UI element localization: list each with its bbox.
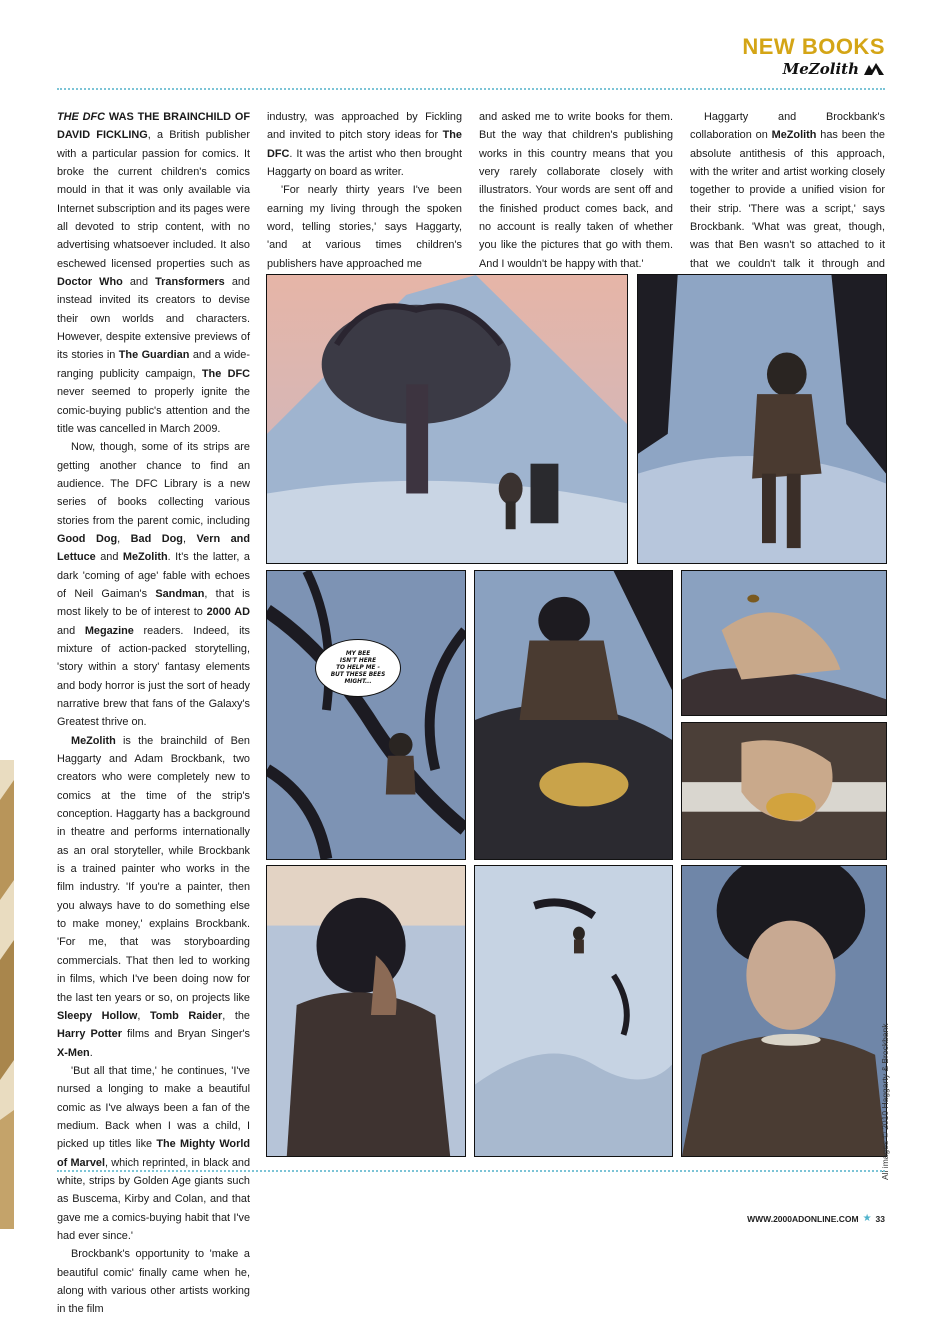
comic-panel-boy-face	[681, 865, 887, 1157]
tree-branches-illustration	[267, 571, 465, 859]
speech-line: ISN'T HERE	[339, 657, 377, 664]
bottom-dotted-rule	[57, 1170, 885, 1172]
forest-walk-illustration	[638, 275, 886, 563]
boy-profile-illustration	[267, 866, 465, 1156]
top-dotted-rule	[57, 88, 885, 90]
speech-line: BUT THESE BEES	[330, 671, 386, 678]
article-column-1	[57, 108, 250, 1319]
snow-tree-illustration	[267, 275, 627, 563]
paragraph: MeZolith is the brainchild of Ben Haggarty and Adam Brockbank, two creators who were completely new to comics at the time of the strip's conception. Haggarty has a background in theatre and performs internationally as an oral storyteller, while Brockbank is a trained painter who works in the film industry. 'If you're a painter, then you always have to do something else to make money,' explains Brockbank. 'For me, that was storyboarding commercials. That then led to working in films, which I've been doing now for the last ten years or so, on projects like Sleepy Hollow, Tomb Raider, the Harry Potter films and Bryan Singer's X-Men.	[57, 734, 250, 1059]
mezolith-logo	[783, 60, 885, 78]
comic-panel-honey-hands	[681, 722, 887, 860]
aerial-snow-illustration	[475, 866, 672, 1156]
paragraph: Brockbank's opportunity to 'make a beautiful comic' finally came when he, along with various other artists working in the film	[57, 1248, 250, 1316]
mountain-logo-icon	[863, 62, 885, 76]
honeycomb-illustration	[475, 571, 672, 859]
hand-bee-illustration	[682, 571, 886, 715]
paragraph: 'For nearly thirty years I've been earning my living through the spoken word, telling stories,' says Haggarty, 'and at various times children's publishers have approached me	[267, 184, 462, 270]
speech-line: TO HELP ME -	[336, 664, 380, 671]
comic-panel-snow-tree	[266, 274, 628, 564]
section-title: NEW BOOKS	[742, 34, 885, 59]
comic-panel-aerial-snow	[474, 865, 673, 1157]
page-bleed-decoration	[0, 760, 14, 1229]
comic-panel-honeycomb	[474, 570, 673, 860]
logo-text: MeZolith	[782, 60, 859, 78]
comic-panel-hand-bee	[681, 570, 887, 716]
speech-bubble	[315, 639, 401, 697]
speech-line: MIGHT...	[344, 678, 372, 685]
star-icon: ★	[862, 1213, 872, 1224]
paragraph: Haggarty and Brockbank's collaboration on MeZolith has been the absolute antithesis of this approach, with the writer and artist working closely together to provide a unified vision for their strip. 'There was a script,' says Brockbank. 'What was great, though, was that Ben wasn't so attached to it that we couldn't talk it through and	[690, 111, 885, 270]
speech-line: MY BEE	[345, 650, 371, 657]
article-column-4	[690, 108, 885, 291]
comic-panel-boy-profile	[266, 865, 466, 1157]
paragraph: and asked me to write books for them. But the way that children's publishing works in this country means that you very rarely collaborate closely with illustrators. Your words are sent off and the finished product comes back, and no account is really taken of whether you like the pictures that go with them. And I wouldn't be happy with that.'	[479, 111, 673, 270]
paragraph: Now, though, some of its strips are getting another chance to find an audience. The DFC Library is a new series of books collecting various stories from the parent comic, including Good Dog, Bad Dog, Vern and Lettuce and MeZolith. It's the latter, a dark 'coming of age' fable with echoes of Neil Gaiman's Sandman, that is most likely to be of interest to 2000 AD and Megazine readers. Indeed, its mixture of action-packed storytelling, 'story within a story' fantasy elements and body horror is just the sort of heady narrative brew that fans of the Galaxy's Greatest thrive on.	[57, 441, 250, 729]
article-column-2	[267, 108, 462, 273]
honey-hands-illustration	[682, 723, 886, 859]
boy-face-illustration	[682, 866, 886, 1156]
paragraph: THE DFC WAS THE BRAINCHILD OF DAVID FICKLING, a British publisher with a particular passion for comics. It broke the current children's comics mould in that it was only available via Internet subscription and its pages were all devoted to strip content, with no advertising whatsoever included. It also eschewed licensed properties such as Doctor Who and Transformers and instead invited its creators to devise their own worlds and characters. However, despite extensive previews of its stories in The Guardian and a wide-ranging publicity campaign, The DFC never seemed to properly ignite the comic-buying public's attention and the title was cancelled in March 2009.	[57, 111, 250, 435]
comic-panel-tree-climb	[266, 570, 466, 860]
paragraph: industry, was approached by Fickling and invited to pitch story ideas for The DFC. It was the artist who then brought Haggarty on board as writer.	[267, 111, 462, 179]
comic-page-artwork	[264, 272, 888, 1160]
page-footer	[747, 1213, 885, 1224]
article-column-3	[479, 108, 673, 273]
paragraph: 'But all that time,' he continues, 'I've nursed a longing to make a beautiful comic as I've always been a fan of the medium. Back when I was a child, I picked up titles like The Mighty World of Marvel, which reprinted, in black and white, strips by Golden Age giants such as Buscema, Kirby and Colan, and that gave me a comics-buying habit that I've had ever since.'	[57, 1064, 251, 1242]
image-credit: All images © 2010 Haggarty & Brockbank	[880, 1023, 890, 1180]
comic-panel-forest-walk	[637, 274, 887, 564]
footer-url[interactable]: WWW.2000ADONLINE.COM	[747, 1213, 859, 1224]
page-number: 33	[875, 1213, 885, 1224]
